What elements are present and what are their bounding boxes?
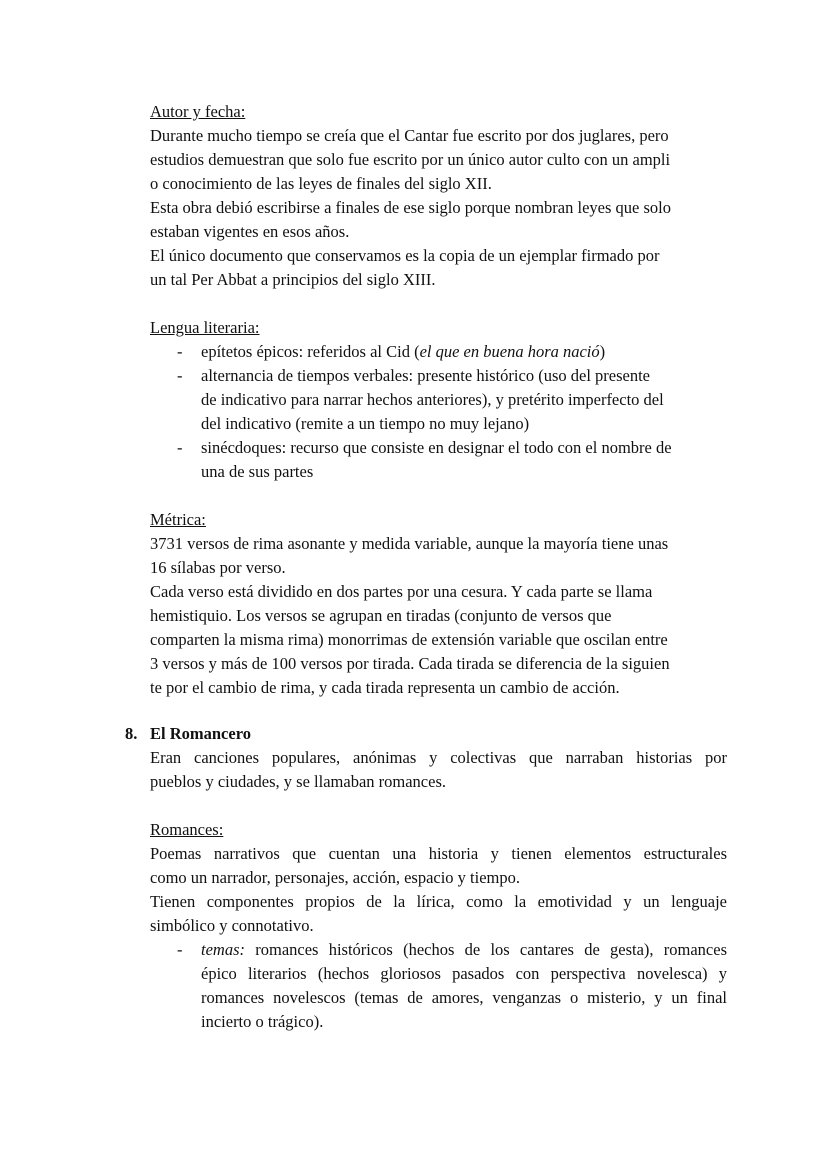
- autor-line: Durante mucho tiempo se creía que el Cantar fue escrito por dos juglares, pero: [150, 126, 669, 145]
- metrica-line: 3731 versos de rima asonante y medida variable, aunque la mayoría tiene unas: [150, 534, 669, 553]
- list-bullet: -: [177, 342, 183, 361]
- list-item-line: incierto o trágico).: [201, 1012, 324, 1031]
- metrica-heading: Métrica:: [150, 510, 206, 529]
- list-item-temas: [201, 940, 727, 960]
- romancero-line: Eran canciones populares, anónimas y colectivas que narraban historias por: [150, 748, 727, 767]
- autor-line: estaban vigentes en esos años.: [150, 222, 350, 241]
- list-item-text: ): [599, 342, 606, 361]
- autor-heading: Autor y fecha:: [150, 102, 246, 121]
- temas-label: temas:: [201, 940, 245, 959]
- list-bullet: -: [177, 438, 183, 457]
- metrica-line: 16 sílabas por verso.: [150, 558, 286, 577]
- list-item-epitetos: [201, 342, 605, 362]
- metrica-line: hemistiquio. Los versos se agrupan en tiradas (conjunto de versos que: [150, 606, 612, 625]
- romances-line: simbólico y connotativo.: [150, 916, 314, 935]
- list-item-line: épico literarios (hechos gloriosos pasados con perspectiva novelesca) y: [201, 964, 727, 983]
- section-title: El Romancero: [150, 724, 251, 743]
- autor-line: o conocimiento de las leyes de finales del siglo XII.: [150, 174, 492, 193]
- list-item-line: una de sus partes: [201, 462, 314, 481]
- list-bullet: -: [177, 366, 183, 385]
- list-item-line: alternancia de tiempos verbales: presente histórico (uso del presente: [201, 366, 650, 385]
- list-item-line: de indicativo para narrar hechos anteriores), y pretérito imperfecto del: [201, 390, 664, 409]
- metrica-line: Cada verso está dividido en dos partes por una cesura. Y cada parte se llama: [150, 582, 653, 601]
- list-bullet: -: [177, 940, 183, 959]
- lengua-heading: Lengua literaria:: [150, 318, 260, 337]
- metrica-line: 3 versos y más de 100 versos por tirada. Cada tirada se diferencia de la siguien: [150, 654, 670, 673]
- romances-line: como un narrador, personajes, acción, espacio y tiempo.: [150, 868, 521, 887]
- autor-line: El único documento que conservamos es la copia de un ejemplar firmado por: [150, 246, 660, 265]
- romances-line: Tienen componentes propios de la lírica, como la emotividad y un lenguaje: [150, 892, 727, 911]
- list-item-quote: el que en buena hora nació: [419, 342, 600, 361]
- list-item-text: epítetos épicos: referidos al Cid (: [201, 342, 420, 361]
- list-item-text: romances históricos (hechos de los cantares de gesta), romances: [245, 940, 727, 959]
- romancero-line: pueblos y ciudades, y se llamaban romances.: [150, 772, 446, 791]
- list-item-line: sinécdoques: recurso que consiste en designar el todo con el nombre de: [201, 438, 672, 457]
- section-number: 8.: [125, 724, 138, 743]
- romances-heading: Romances:: [150, 820, 224, 839]
- list-item-line: del indicativo (remite a un tiempo no muy lejano): [201, 414, 530, 433]
- autor-line: Esta obra debió escribirse a finales de ese siglo porque nombran leyes que solo: [150, 198, 671, 217]
- list-item-line: romances novelescos (temas de amores, venganzas o misterio, y un final: [201, 988, 727, 1007]
- autor-line: estudios demuestran que solo fue escrito por un único autor culto con un ampli: [150, 150, 671, 169]
- romances-line: Poemas narrativos que cuentan una historia y tienen elementos estructurales: [150, 844, 727, 863]
- metrica-line: te por el cambio de rima, y cada tirada representa un cambio de acción.: [150, 678, 620, 697]
- autor-line: un tal Per Abbat a principios del siglo XIII.: [150, 270, 436, 289]
- metrica-line: comparten la misma rima) monorrimas de extensión variable que oscilan entre: [150, 630, 668, 649]
